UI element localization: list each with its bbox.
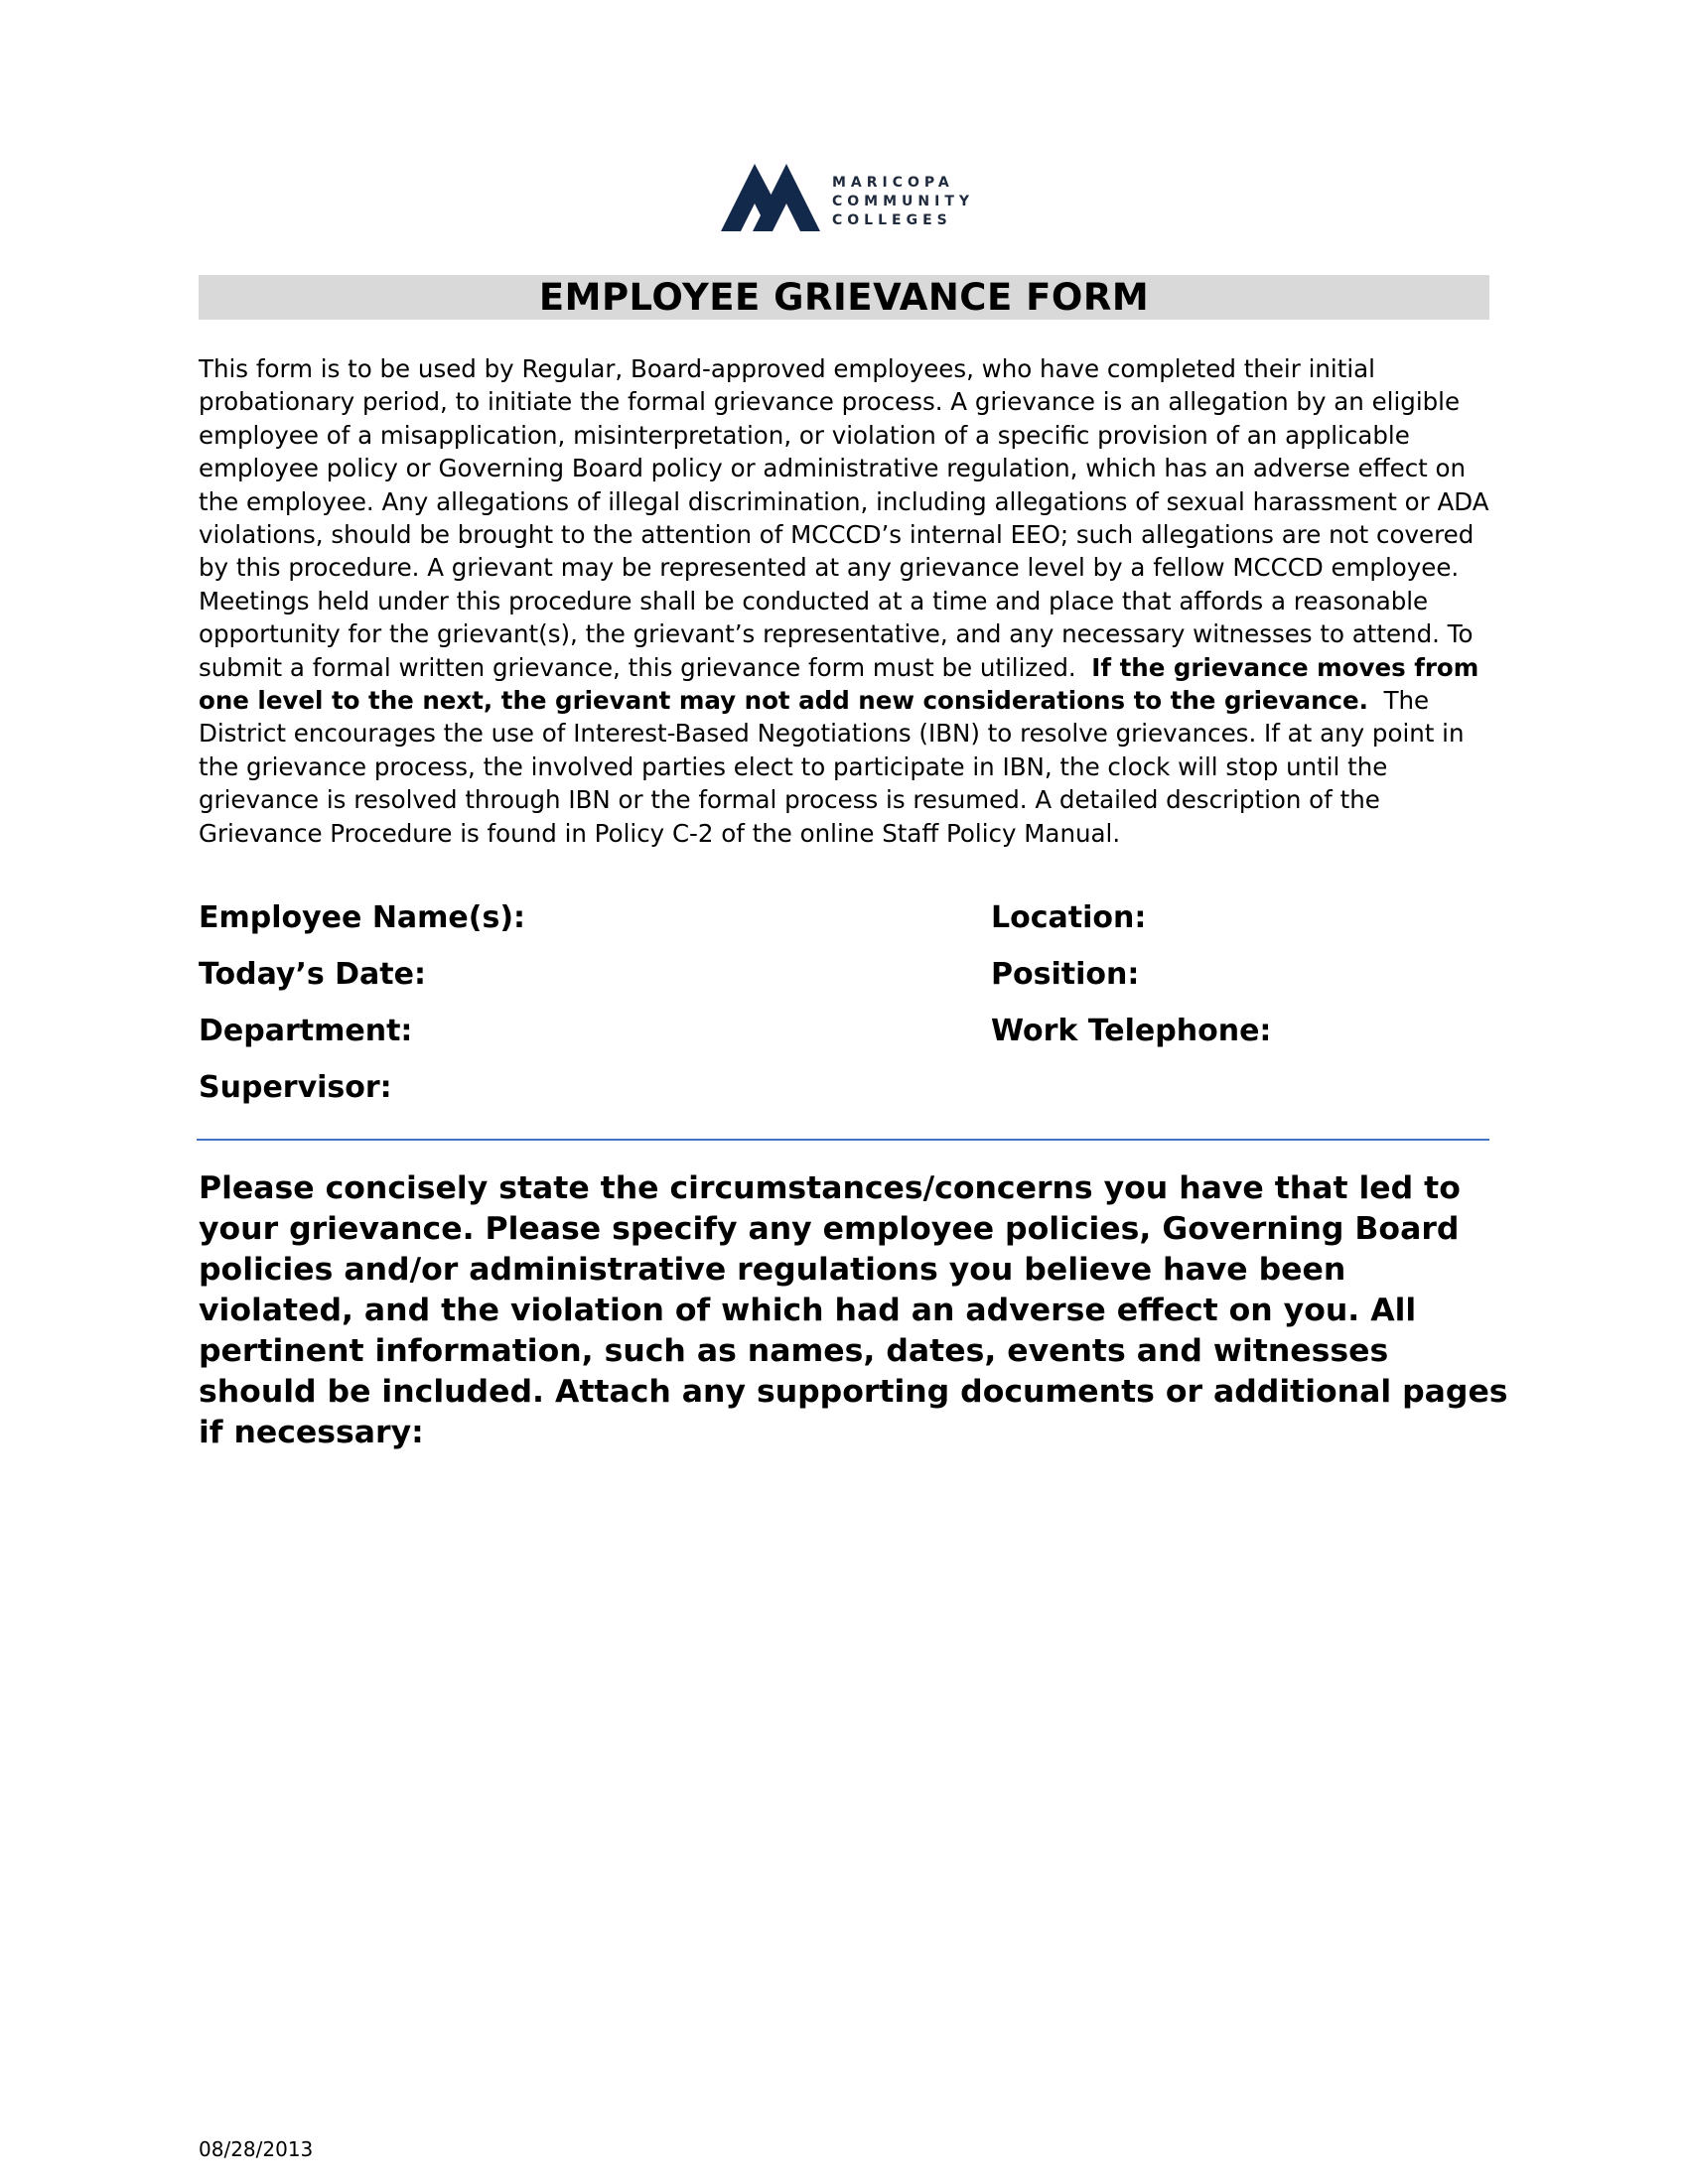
intro-part-1: This form is to be used by Regular, Board-approved employees, who have completed their initial probationary period, to initiate the formal grievance process. A grievance is an allegation by an eligible employee of a misapplication, misinterpretation, or violation of a specific provision of an applicable employee policy or Governing Board policy or administrative regulation, which has an adverse effect on the employee. Any allegations of illegal discrimination, including allegations of sexual harassment or ADA violations, should be brought to the attention of MCCCD’s internal EEO; such allegations are not covered by this procedure. A grievant may be represented at any grievance level by a fellow MCCCD employee. Meetings held under this procedure shall be conducted at a time and place that affords a reasonable opportunity for the grievant(s), the grievant’s representative, and any necessary witnesses to attend. To submit a formal written grievance, this grievance form must be utilized. bbox=[199, 354, 1489, 682]
logo-line-1: MARICOPA bbox=[832, 175, 954, 191]
employee-names-label: Employee Name(s): bbox=[199, 900, 526, 935]
footer-date: 08/28/2013 bbox=[199, 2137, 314, 2161]
intro-bold-rule: If the grievance moves from one level to the next, the grievant may not add new considerations to the grievance. bbox=[199, 652, 1479, 716]
form-title: EMPLOYEE GRIEVANCE FORM bbox=[538, 276, 1150, 319]
supervisor-label: Supervisor: bbox=[199, 1070, 392, 1105]
intro-part-2: The District encourages the use of Interest-Based Negotiations (IBN) to resolve grievances. If at any point in the grievance process, the involved parties elect to participate in IBN, the clock will stop until the grievance is resolved through IBN or the formal process is resumed. A detailed description of the Grievance Procedure is found in Policy C-2 of the online Staff Policy Manual. bbox=[199, 686, 1465, 848]
logo-line-3: COLLEGES bbox=[832, 212, 952, 228]
work-telephone-label: Work Telephone: bbox=[991, 1014, 1272, 1048]
logo-line-2: COMMUNITY bbox=[832, 194, 975, 209]
maricopa-logo bbox=[721, 162, 979, 241]
title-bar bbox=[199, 275, 1489, 320]
todays-date-label: Today’s Date: bbox=[199, 957, 426, 992]
intro-paragraph bbox=[199, 352, 1499, 850]
department-label: Department: bbox=[199, 1014, 413, 1048]
grievance-instructions: Please concisely state the circumstances/concerns you have that led to your grievance. Please specify any employee policies, Governing Board policies and/or administrative regulations you believe have been violated, and the violation of which had an adverse effect on you. All pertinent information, such as names, dates, events and witnesses should be included. Attach any supporting documents or additional pages if necessary: bbox=[199, 1170, 1508, 1450]
logo-wordmark bbox=[832, 174, 974, 230]
position-label: Position: bbox=[991, 957, 1140, 992]
maricopa-mountains-icon bbox=[721, 162, 830, 241]
location-label: Location: bbox=[991, 900, 1147, 935]
section-divider bbox=[197, 1139, 1489, 1141]
